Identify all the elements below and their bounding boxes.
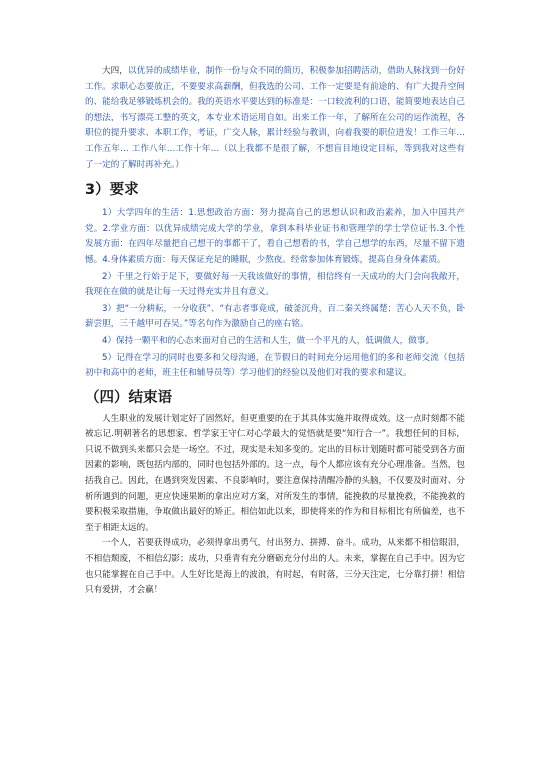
intro-text: 以优异的成绩毕业，制作一份与众不同的简历，积极参加招聘活动，借助人脉找到一份好工作。求职心态要放正，不要要求高薪酬，但我选的公司、工作一定要是有前途的、有广大提升空间的、能给我足够锻炼机会的。我的英语水平要达到的标准是：一口较流利的口语，能简要地表达自己的想法，书写漂亮工整的英文，本专业术语运用自如。出来工作一年，了解所在公司的运作流程，各职位的提升要求、本职工作，考证，广交人脉，累计经验与教训，向着我要的职位进发！工作三年…工作五年… 工作八年…工作十年…（以上我都不是很了解，不想盲目地设定目标，等到我对这些有了一定的了解时再补充。） [85, 66, 465, 170]
conclusion-paragraph-1: 人生职业的发展计划定好了固然好，但更重要的在于其具体实施并取得成效。这一点时刻都不能被忘记.明朝著名的思想家、哲学家王守仁对心学最大的觉悟就是要“知行合一”。我想任何的目标，只说不做到头来都只会是一场空。不过，现实是未知多变的。定出的目标计划随时都可能受到各方面因素的影响，既包括内部的，同时也包括外部的。这一点，每个人都应该有充分心理准备。当然，包括我自己。因此，在遇到突发因素、不良影响时，要注意保持清醒冷静的头脑，不仅要及时面对、分析所遇到的问题，更应快速果断的拿出应对方案，对所发生的事情，能挽救的尽量挽救，不能挽救的要积极采取措施，争取做出最好的矫正。相信如此以来，即使将来的作为和目标相比有所偏差，也不至于相距太远的。 [85, 413, 465, 533]
requirement-item-1: 1）大学四年的生活：1.思想政治方面：努力提高自己的思想认识和政治素养，加入中国共产党。2.学业方面：以优异成绩完成大学的学业，拿到本科毕业证书和管理学的学士学位证书.3.个性发展方面：在四年尽量把自己想干的事都干了，看自己想看的书，学自己想学的东西，尽量不留下遗憾。4.身体素质方面：每天保证充足的睡眠，少熬夜。经常参加体育锻炼，提高自身身体素质。 [85, 208, 465, 265]
requirement-item-4: 4）保持一颗平和的心态来面对自己的生活和人生，做一个平凡的人，低调做人，做事。 [102, 335, 435, 346]
document-page [85, 64, 465, 599]
conclusion-paragraph-2: 一个人，若要获得成功，必须得拿出勇气，付出努力、拼搏、奋斗。成功，从来都不相信眼泪，不相信颓废，不相信幻影；成功，只垂青有充分磨砺充分付出的人。未来，掌握在自己手中。因为它也只能掌握在自己手中。人生好比是海上的波浪，有时起，有时落，三分天注定，七分靠打拼！相信只有爱拼，才会赢！ [85, 538, 465, 596]
intro-paragraph [85, 64, 465, 173]
section-4-heading: （四）结束语 [85, 389, 172, 406]
section-3-heading: 3）要求 [85, 182, 139, 199]
requirement-item-3: 3）把“一分耕耘，一分收获”、“有志者事竟成，破釜沉舟，百二秦关终属楚；苦心人天不负，卧薪尝胆，三千越甲可吞吴。”等名句作为激励自己的座右铭。 [85, 303, 465, 330]
requirement-item-5: 5）记得在学习的同时也要多和父母沟通，在节假日的时间充分运用他们的多和老师交流（包括初中和高中的老师，班主任和辅导员等）学习他们的经验以及他们对我的要求和建议。 [85, 352, 465, 379]
requirement-item-2: 2）千里之行始于足下，要做好每一天我该做好的事情，相信终有一天成功的大门会向我敞开，我现在在做的就是让每一天过得充实并且有意义。 [85, 271, 465, 298]
intro-prefix: 大四， [102, 66, 128, 76]
